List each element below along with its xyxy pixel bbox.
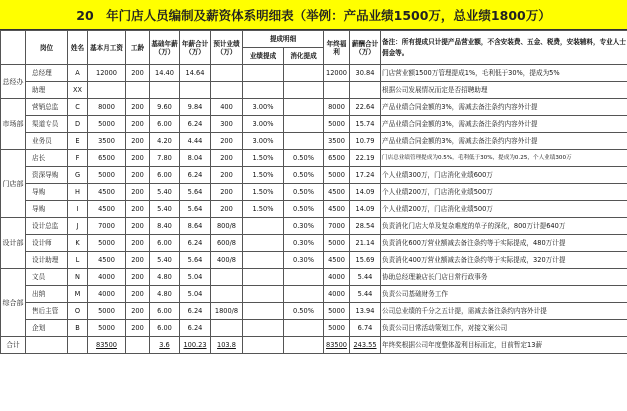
cell-annual-total: 5.64 (180, 184, 211, 201)
cell-position: 文员 (26, 269, 68, 286)
total-basic-annual: 100.23 (180, 337, 211, 354)
cell-salary-total: 21.14 (350, 235, 381, 252)
cell-position: 店长 (26, 150, 68, 167)
cell-note: 负责消化门店大单及复杂难度的单子的深化，800万计提640万 (381, 218, 627, 235)
cell-perf-commission (243, 286, 284, 303)
total-blank (26, 337, 68, 354)
cell-expected-perf (211, 65, 243, 82)
cell-expected-perf: 200 (211, 201, 243, 218)
header-expected-perf: 预计业绩（万） (211, 31, 243, 65)
cell-perf-commission (243, 65, 284, 82)
header-seniority: 工龄 (126, 31, 150, 65)
cell-expected-perf: 200 (211, 150, 243, 167)
cell-yearend-bonus: 6500 (324, 150, 350, 167)
cell-salary-total: 5.44 (350, 286, 381, 303)
cell-note: 门店总业绩管理提成为0.5%，毛利低于30%，提成为0.25，个人业绩300万 (381, 150, 627, 167)
dept-cell: 市场部 (1, 99, 26, 150)
cell-expected-perf: 1800/8 (211, 303, 243, 320)
cell-name: H (68, 184, 88, 201)
cell-seniority: 200 (126, 65, 150, 82)
cell-digest-commission: 0.50% (284, 150, 324, 167)
cell-perf-commission (243, 269, 284, 286)
cell-perf-commission: 3.00% (243, 133, 284, 150)
table-row (1, 133, 627, 150)
cell-yearend-bonus: 3500 (324, 133, 350, 150)
cell-digest-commission (284, 133, 324, 150)
cell-annual-total: 6.24 (180, 235, 211, 252)
cell-position: 助理 (26, 82, 68, 99)
cell-expected-perf: 600/8 (211, 235, 243, 252)
cell-base-salary: 12000 (88, 65, 126, 82)
cell-base-salary: 5000 (88, 116, 126, 133)
cell-name: XX (68, 82, 88, 99)
cell-yearend-bonus: 5000 (324, 235, 350, 252)
cell-perf-commission (243, 252, 284, 269)
table-row (1, 235, 627, 252)
cell-expected-perf (211, 269, 243, 286)
cell-base-salary: 5000 (88, 235, 126, 252)
cell-note: 产品业绩合同金额的3%，需减去备注条约内容外计提 (381, 133, 627, 150)
total-seniority: 3.6 (150, 337, 180, 354)
cell-name: F (68, 150, 88, 167)
header-perf-commission: 业绩提成 (243, 48, 284, 65)
total-salary-total: 243.55 (350, 337, 381, 354)
cell-yearend-bonus: 4000 (324, 269, 350, 286)
cell-seniority: 200 (126, 133, 150, 150)
total-base-salary: 83500 (88, 337, 126, 354)
cell-perf-commission: 1.50% (243, 201, 284, 218)
cell-salary-total: 28.54 (350, 218, 381, 235)
cell-perf-commission: 3.00% (243, 116, 284, 133)
cell-digest-commission (284, 65, 324, 82)
dept-cell: 综合部 (1, 269, 26, 337)
cell-salary-total: 13.94 (350, 303, 381, 320)
table-row (1, 218, 627, 235)
dept-cell: 门店部 (1, 150, 26, 218)
cell-name: K (68, 235, 88, 252)
cell-annual-total: 8.04 (180, 150, 211, 167)
cell-seniority: 200 (126, 218, 150, 235)
cell-salary-total: 10.79 (350, 133, 381, 150)
cell-annual-total: 5.04 (180, 269, 211, 286)
cell-name: C (68, 99, 88, 116)
cell-perf-commission: 3.00% (243, 99, 284, 116)
cell-salary-total: 14.09 (350, 184, 381, 201)
cell-basic-annual: 6.00 (150, 303, 180, 320)
cell-seniority: 200 (126, 116, 150, 133)
cell-annual-total: 6.24 (180, 303, 211, 320)
cell-base-salary: 4500 (88, 252, 126, 269)
cell-yearend-bonus: 12000 (324, 65, 350, 82)
cell-perf-commission (243, 82, 284, 99)
cell-basic-annual: 8.40 (150, 218, 180, 235)
cell-basic-annual: 6.00 (150, 320, 180, 337)
cell-salary-total: 14.09 (350, 201, 381, 218)
table-row (1, 150, 627, 167)
cell-yearend-bonus: 4000 (324, 286, 350, 303)
cell-seniority: 200 (126, 235, 150, 252)
cell-name: A (68, 65, 88, 82)
cell-note: 负责消化600万营业额减去备注条约等于实际提成，480万计提 (381, 235, 627, 252)
cell-perf-commission (243, 218, 284, 235)
cell-name: B (68, 320, 88, 337)
cell-basic-annual: 5.40 (150, 252, 180, 269)
table-row (1, 99, 627, 116)
cell-salary-total: 17.24 (350, 167, 381, 184)
cell-annual-total: 6.24 (180, 116, 211, 133)
cell-yearend-bonus: 4500 (324, 201, 350, 218)
cell-digest-commission (284, 99, 324, 116)
header-yearend-bonus: 年终福利 (324, 31, 350, 65)
cell-basic-annual: 6.00 (150, 116, 180, 133)
cell-position: 导购 (26, 201, 68, 218)
cell-yearend-bonus: 5000 (324, 303, 350, 320)
cell-position: 资深导购 (26, 167, 68, 184)
cell-seniority: 200 (126, 201, 150, 218)
cell-salary-total: 5.44 (350, 269, 381, 286)
cell-base-salary: 4000 (88, 269, 126, 286)
header-note: 备注：所有提成只计提产品营业额，不含安装费、五金、税费，安装辅料，专业人士佣金等。 (381, 31, 627, 65)
table-row (1, 167, 627, 184)
total-row (1, 337, 627, 354)
cell-base-salary: 5000 (88, 167, 126, 184)
cell-expected-perf (211, 286, 243, 303)
cell-annual-total: 9.84 (180, 99, 211, 116)
cell-seniority: 200 (126, 269, 150, 286)
cell-note: 个人业绩200万，门店消化业绩500万 (381, 201, 627, 218)
cell-name: D (68, 116, 88, 133)
cell-basic-annual (150, 82, 180, 99)
cell-basic-annual: 4.20 (150, 133, 180, 150)
cell-annual-total: 6.24 (180, 167, 211, 184)
cell-basic-annual: 9.60 (150, 99, 180, 116)
table-row (1, 269, 627, 286)
cell-name: J (68, 218, 88, 235)
cell-seniority: 200 (126, 167, 150, 184)
cell-seniority: 200 (126, 184, 150, 201)
table-row (1, 252, 627, 269)
dept-cell: 总经办 (1, 65, 26, 99)
cell-perf-commission: 1.50% (243, 150, 284, 167)
table-row (1, 286, 627, 303)
cell-base-salary: 3500 (88, 133, 126, 150)
cell-seniority: 200 (126, 99, 150, 116)
cell-salary-total (350, 82, 381, 99)
header-commission-group: 提成明细 (243, 31, 324, 48)
cell-digest-commission (284, 320, 324, 337)
cell-base-salary: 5000 (88, 320, 126, 337)
header-salary-total: 薪酬合计（万） (350, 31, 381, 65)
table-row (1, 303, 627, 320)
cell-digest-commission (284, 82, 324, 99)
cell-expected-perf (211, 82, 243, 99)
cell-basic-annual: 6.00 (150, 235, 180, 252)
cell-name: I (68, 201, 88, 218)
header-annual-total: 年薪合计（万） (180, 31, 211, 65)
cell-perf-commission (243, 235, 284, 252)
cell-position: 售后主管 (26, 303, 68, 320)
cell-seniority: 200 (126, 320, 150, 337)
cell-annual-total: 5.04 (180, 286, 211, 303)
cell-note: 负责公司基础财务工作 (381, 286, 627, 303)
total-blank (284, 337, 324, 354)
header-digest-commission: 消化提成 (284, 48, 324, 65)
cell-salary-total: 15.74 (350, 116, 381, 133)
cell-note: 负责公司日常活动策划工作，对接文案公司 (381, 320, 627, 337)
cell-base-salary: 4500 (88, 184, 126, 201)
cell-salary-total: 22.19 (350, 150, 381, 167)
cell-note: 负责消化400万营业额减去备注条约等于实际提成，320万计提 (381, 252, 627, 269)
cell-yearend-bonus: 5000 (324, 116, 350, 133)
header-basic-annual: 基础年薪（万） (150, 31, 180, 65)
total-blank (126, 337, 150, 354)
cell-annual-total (180, 82, 211, 99)
cell-note: 个人业绩300万，门店消化业绩600万 (381, 167, 627, 184)
cell-annual-total: 5.64 (180, 201, 211, 218)
header-name: 姓名 (68, 31, 88, 65)
salary-table (0, 30, 627, 354)
cell-digest-commission: 0.30% (284, 235, 324, 252)
cell-position: 设计总监 (26, 218, 68, 235)
cell-perf-commission: 1.50% (243, 167, 284, 184)
cell-position: 导购 (26, 184, 68, 201)
cell-digest-commission (284, 116, 324, 133)
cell-digest-commission: 0.30% (284, 252, 324, 269)
cell-perf-commission: 1.50% (243, 184, 284, 201)
table-row (1, 184, 627, 201)
header-blank (1, 31, 26, 65)
cell-perf-commission (243, 320, 284, 337)
cell-digest-commission: 0.50% (284, 184, 324, 201)
cell-digest-commission: 0.50% (284, 167, 324, 184)
cell-name: L (68, 252, 88, 269)
cell-expected-perf: 200 (211, 167, 243, 184)
total-yearend-bonus: 83500 (324, 337, 350, 354)
cell-base-salary: 4000 (88, 286, 126, 303)
cell-digest-commission (284, 269, 324, 286)
cell-yearend-bonus (324, 82, 350, 99)
cell-seniority: 200 (126, 252, 150, 269)
cell-seniority: 200 (126, 150, 150, 167)
cell-seniority: 200 (126, 303, 150, 320)
cell-note: 个人业绩200万，门店消化业绩500万 (381, 184, 627, 201)
cell-position: 总经理 (26, 65, 68, 82)
total-note: 年终奖根据公司年度整体盈利目标而定，目前暂定13薪 (381, 337, 627, 354)
cell-note: 产品业绩合同金额的3%，需减去备注条约内容外计提 (381, 116, 627, 133)
cell-salary-total: 15.69 (350, 252, 381, 269)
cell-position: 出纳 (26, 286, 68, 303)
cell-note: 根据公司发展情况而定是否招聘助理 (381, 82, 627, 99)
cell-digest-commission: 0.50% (284, 201, 324, 218)
table-row (1, 320, 627, 337)
cell-note: 协助总经理兼店长门店日常行政事务 (381, 269, 627, 286)
cell-annual-total: 8.64 (180, 218, 211, 235)
cell-yearend-bonus: 4500 (324, 184, 350, 201)
dept-cell: 设计部 (1, 218, 26, 269)
cell-name: M (68, 286, 88, 303)
cell-digest-commission: 0.30% (284, 218, 324, 235)
cell-base-salary: 5000 (88, 303, 126, 320)
cell-seniority (126, 82, 150, 99)
cell-basic-annual: 4.80 (150, 269, 180, 286)
table-body (1, 65, 627, 354)
cell-annual-total: 6.24 (180, 320, 211, 337)
cell-position: 营销总监 (26, 99, 68, 116)
cell-digest-commission (284, 286, 324, 303)
cell-perf-commission (243, 303, 284, 320)
cell-annual-total: 4.44 (180, 133, 211, 150)
cell-digest-commission: 0.50% (284, 303, 324, 320)
cell-basic-annual: 5.40 (150, 201, 180, 218)
cell-note: 门店营业额1500万管理提成1%，毛利低于30%，提成为5% (381, 65, 627, 82)
cell-annual-total: 14.64 (180, 65, 211, 82)
cell-name: G (68, 167, 88, 184)
sheet-title: 20 年门店人员编制及薪资体系明细表（举例：产品业绩1500万，总业绩1800万） (0, 0, 627, 30)
cell-position: 设计师 (26, 235, 68, 252)
cell-note: 公司总业绩的千分之五计提，需减去备注条约内容外计提 (381, 303, 627, 320)
cell-yearend-bonus: 7000 (324, 218, 350, 235)
cell-expected-perf: 300 (211, 116, 243, 133)
cell-position: 企划 (26, 320, 68, 337)
cell-name: E (68, 133, 88, 150)
cell-base-salary: 4500 (88, 201, 126, 218)
cell-annual-total: 5.64 (180, 252, 211, 269)
cell-base-salary (88, 82, 126, 99)
table-row (1, 116, 627, 133)
cell-expected-perf (211, 320, 243, 337)
cell-base-salary: 7000 (88, 218, 126, 235)
cell-yearend-bonus: 5000 (324, 167, 350, 184)
cell-position: 业务员 (26, 133, 68, 150)
cell-yearend-bonus: 8000 (324, 99, 350, 116)
cell-seniority: 200 (126, 286, 150, 303)
cell-yearend-bonus: 5000 (324, 320, 350, 337)
cell-salary-total: 30.84 (350, 65, 381, 82)
cell-name: N (68, 269, 88, 286)
total-blank (243, 337, 284, 354)
total-label: 合计 (1, 337, 26, 354)
table-row (1, 201, 627, 218)
cell-expected-perf: 200 (211, 133, 243, 150)
cell-position: 设计助理 (26, 252, 68, 269)
cell-expected-perf: 400 (211, 99, 243, 116)
table-row (1, 82, 627, 99)
cell-basic-annual: 6.00 (150, 167, 180, 184)
cell-base-salary: 8000 (88, 99, 126, 116)
cell-yearend-bonus: 4500 (324, 252, 350, 269)
cell-name: O (68, 303, 88, 320)
cell-position: 渠道专员 (26, 116, 68, 133)
total-blank (68, 337, 88, 354)
cell-expected-perf: 200 (211, 184, 243, 201)
cell-salary-total: 22.64 (350, 99, 381, 116)
cell-base-salary: 6500 (88, 150, 126, 167)
table-row (1, 65, 627, 82)
cell-basic-annual: 14.40 (150, 65, 180, 82)
total-annual-total: 103.8 (211, 337, 243, 354)
cell-basic-annual: 7.80 (150, 150, 180, 167)
cell-note: 产品业绩合同金额的3%，需减去备注条约内容外计提 (381, 99, 627, 116)
header-base-salary: 基本月工资 (88, 31, 126, 65)
header-position: 岗位 (26, 31, 68, 65)
cell-expected-perf: 800/8 (211, 218, 243, 235)
cell-salary-total: 6.74 (350, 320, 381, 337)
cell-basic-annual: 4.80 (150, 286, 180, 303)
cell-basic-annual: 5.40 (150, 184, 180, 201)
cell-expected-perf: 400/8 (211, 252, 243, 269)
